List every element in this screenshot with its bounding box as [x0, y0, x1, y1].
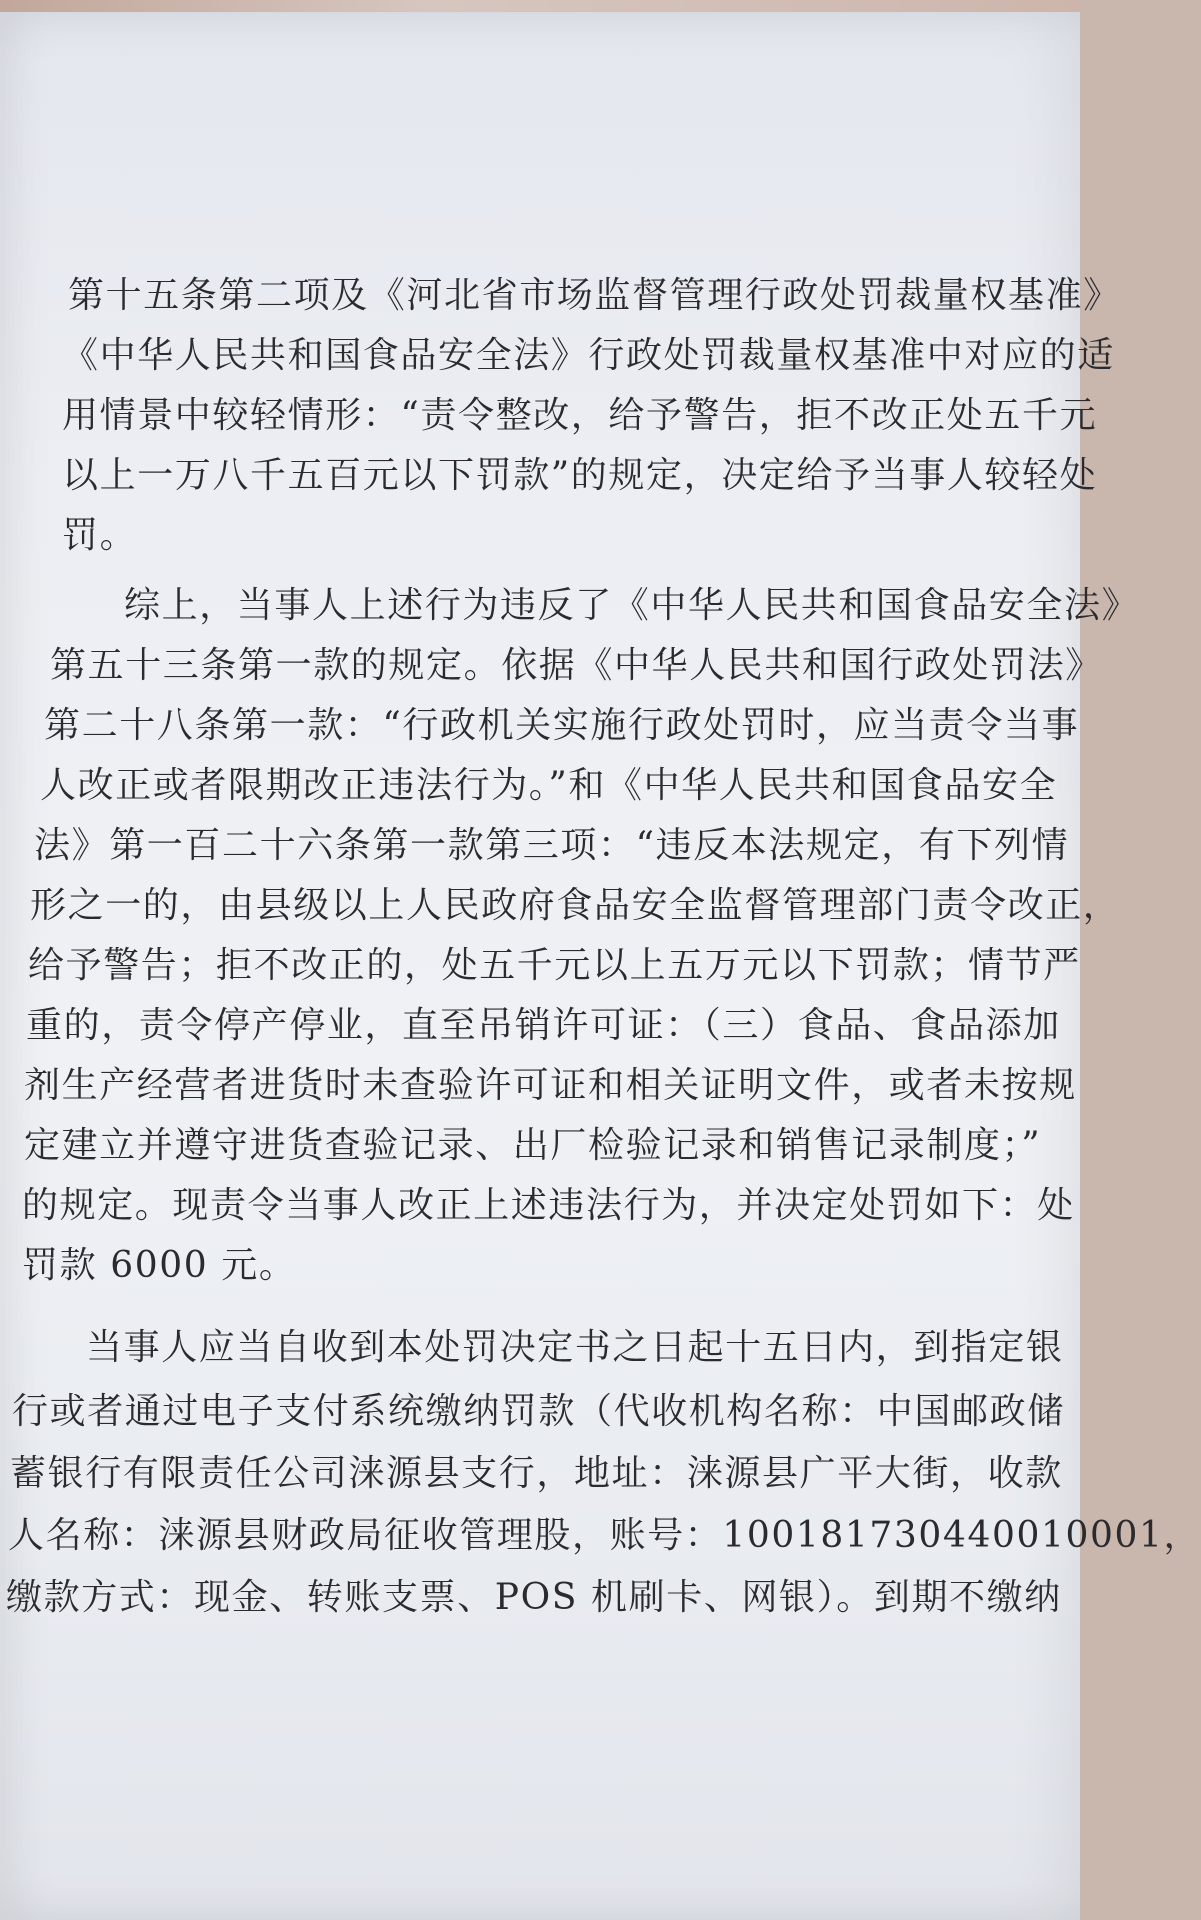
text-line: 剂生产经营者进货时未查验许可证和相关证明文件，或者未按规: [24, 1065, 1077, 1106]
text-line: 定建立并遵守进货查验记录、出厂检验记录和销售记录制度；”: [24, 1125, 1042, 1166]
text-line: 重的，责令停产停业，直至吊销许可证：（三）食品、食品添加: [26, 1005, 1061, 1046]
text-line: 法》第一百二十六条第一款第三项：“违反本法规定，有下列情: [34, 825, 1070, 866]
text-line: 用情景中较轻情形：“责令整改，给予警告，拒不改正处五千元: [62, 395, 1098, 436]
paragraph-start-line: 当事人应当自收到本处罚决定书之日起十五日内，到指定银: [86, 1327, 1064, 1368]
paragraph-start-line: 综上，当事人上述行为违反了《中华人民共和国食品安全法》: [124, 585, 1140, 626]
text-line: 的规定。现责令当事人改正上述违法行为，并决定处罚如下：处: [22, 1185, 1075, 1226]
document-page: [0, 12, 1201, 1920]
text-line: 罚款 6000 元。: [22, 1245, 297, 1286]
text-line: 缴款方式：现金、转账支票、POS 机刷卡、网银）。到期不缴纳: [6, 1577, 1062, 1618]
text-line: 蓄银行有限责任公司涞源县支行，地址：涞源县广平大街，收款: [10, 1453, 1063, 1494]
text-line: 行或者通过电子支付系统缴纳罚款（代收机构名称：中国邮政储: [12, 1391, 1065, 1432]
text-line: 《中华人民共和国食品安全法》行政处罚裁量权基准中对应的适: [62, 335, 1115, 376]
text-line: 第五十三条第一款的规定。依据《中华人民共和国行政处罚法》: [50, 645, 1103, 686]
text-line: 人改正或者限期改正违法行为。”和《中华人民共和国食品安全: [40, 765, 1058, 806]
text-line: 第十五条第二项及《河北省市场监督管理行政处罚裁量权基准》: [68, 275, 1121, 316]
text-line: 给予警告；拒不改正的，处五千元以上五万元以下罚款；情节严: [28, 945, 1081, 986]
text-line: 人名称：涞源县财政局征收管理股，账号：100181730440010001，: [8, 1515, 1201, 1556]
text-line: 以上一万八千五百元以下罚款”的规定，决定给予当事人较轻处: [62, 455, 1098, 496]
text-line: 第二十八条第一款：“行政机关实施行政处罚时，应当责令当事: [44, 705, 1080, 746]
text-line: 罚。: [62, 515, 138, 556]
text-line: 形之一的，由县级以上人民政府食品安全监督管理部门责令改正，: [30, 885, 1121, 926]
